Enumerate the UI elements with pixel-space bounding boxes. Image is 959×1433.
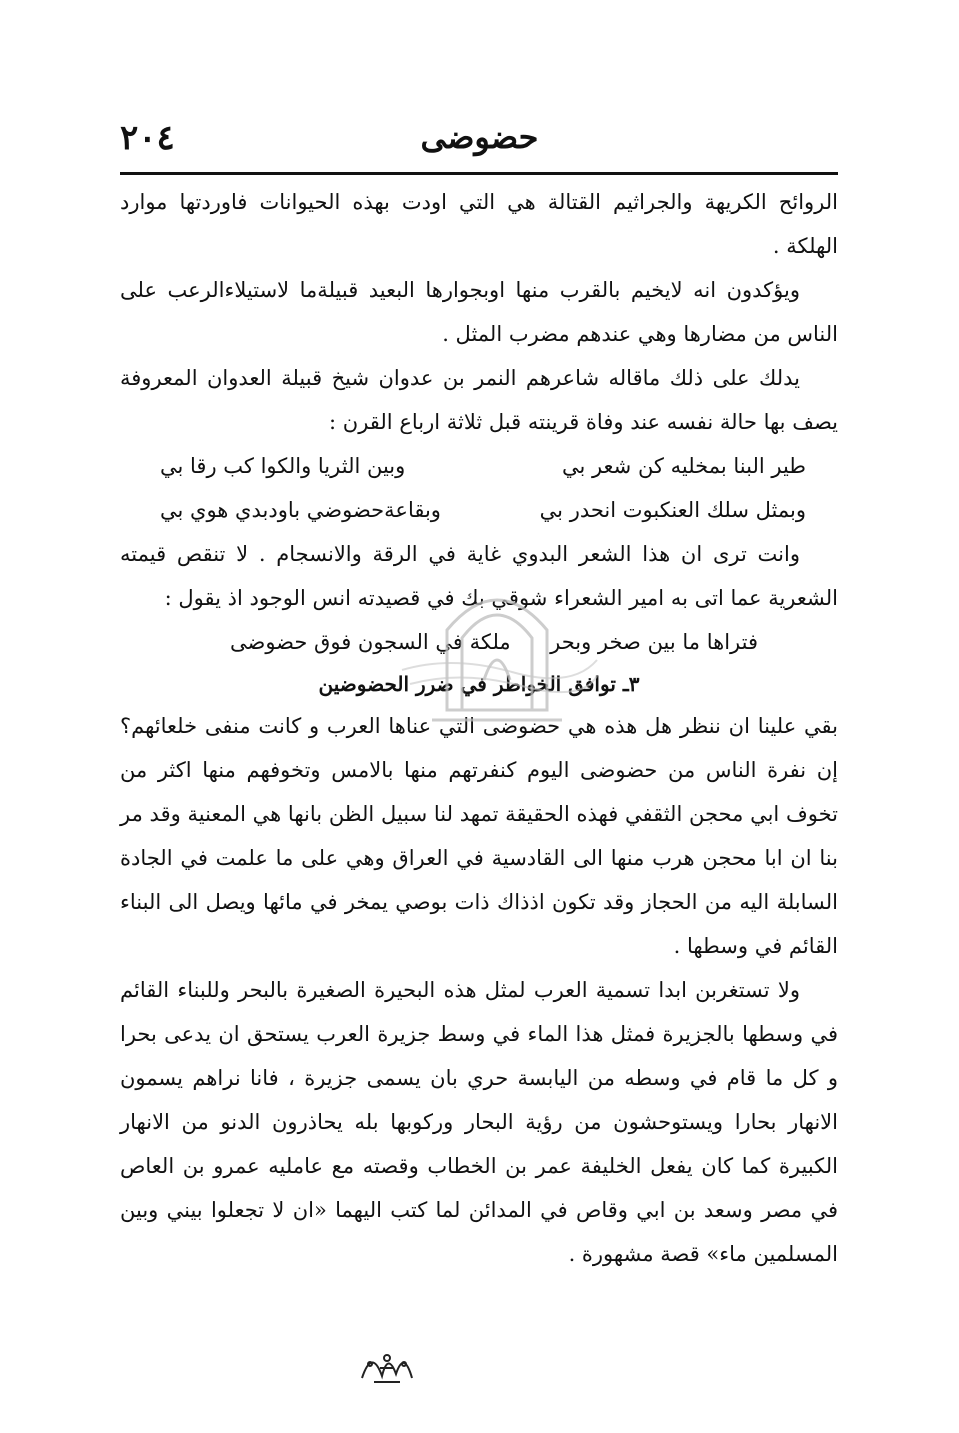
paragraph-1: الروائح الكريهة والجراثيم القتالة هي التي اودت بهذه الحيوانات فاوردتها موارد الهلكة . (120, 190, 838, 258)
page-number: ٢٠٤ (120, 118, 175, 158)
running-title: حضوضى (420, 118, 539, 156)
verse-1-first-hemistich: طير البنا بمخليه كن شعر بي (561, 454, 806, 478)
page-header (120, 118, 839, 168)
paragraph-3: يدلك على ذلك ماقاله شاعرهم النمر بن عدوان شيخ قبيلة العدوان المعروفة يصف بها حالة نفسه عند وفاة قرينته قبل ثلاثة ارباع القرن : (120, 366, 838, 434)
library-stamp-watermark (392, 560, 602, 730)
verse-line-1 (120, 444, 838, 488)
paragraph-2: ويؤكدون انه لايخيم بالقرب منها اوبجوارها البعيد قبيلةما لاستيلاءالرعب على الناس من مضارها وهي عندهم مضرب المثل . (120, 278, 838, 346)
verse-2-first-hemistich: وبمثل سلك العنكبوت انحدر بي (539, 498, 806, 522)
shawqi-first-hemistich: فتراها ما بين صخر وبحر (550, 630, 758, 654)
header-rule (120, 172, 838, 175)
section-heading: ٣ـ توافق الخواطر في ضرر الحضوضين (318, 672, 640, 696)
section-paragraph-2: ولا تستغربن ابدا تسمية العرب لمثل هذه البحيرة الصغيرة بالبحر وللبناء القائم في وسطها بالجزيرة فمثل هذا الماء في وسط جزيرة العرب يستحق ان يدعى بحرا و كل ما قام في وسطه من اليابسة حري بان يسمى جزيرة ، فانا نراهم يسمون الانهار بحارا ويستوحشون من رؤية البحار وركوبها بله يحاذرون الدنو من الانهار الكبيرة كما كان يفعل الخليفة عمر بن الخطاب وقصته مع عامليه عمرو بن العاص في مصر وسعد بن ابي وقاص في المدائن لما كتب اليهما «ان لا تجعلوا بيني وبين المسلمين ماء» قصة مشهورة . (120, 978, 838, 1266)
end-ornament (352, 1338, 422, 1390)
shawqi-second-hemistich: ملكة في السجون فوق حضوضى (230, 630, 511, 654)
verse-2-second-hemistich: وبقاعةحضوضي باودبدي هوي بي (160, 498, 441, 522)
section-paragraph-1: بقي علينا ان ننظر هل هذه هي حضوضى التي عناها العرب و كانت منفى خلعائهم؟ إن نفرة الناس من حضوضى اليوم كنفرتهم منها بالامس وتخوفهم منها اكثر من تخوف ابي محجن الثقفي فهذه الحقيقة تمهد لنا سبيل الظن بانها هي المعنية وقد مر بنا ان ابا محجن هرب منها الى القادسية في العراق وهي على ما علمت في الجادة السابلة اليه من الحجاز وقد تكون اذذاك ذات بوصي يمخر في مائها ويصل الى البناء القائم في وسطها . (120, 714, 838, 958)
verse-1-second-hemistich: وبين الثريا والكوا كب رقا بي (160, 454, 406, 478)
verse-line-2 (120, 488, 838, 532)
paragraph-4: وانت ترى ان هذا الشعر البدوي غاية في الرقة والانسجام . لا تنقص قيمته الشعرية عما اتى به امير الشعراء شوقي بك في قصيدته انس الوجود اذ يقول : (120, 542, 838, 610)
